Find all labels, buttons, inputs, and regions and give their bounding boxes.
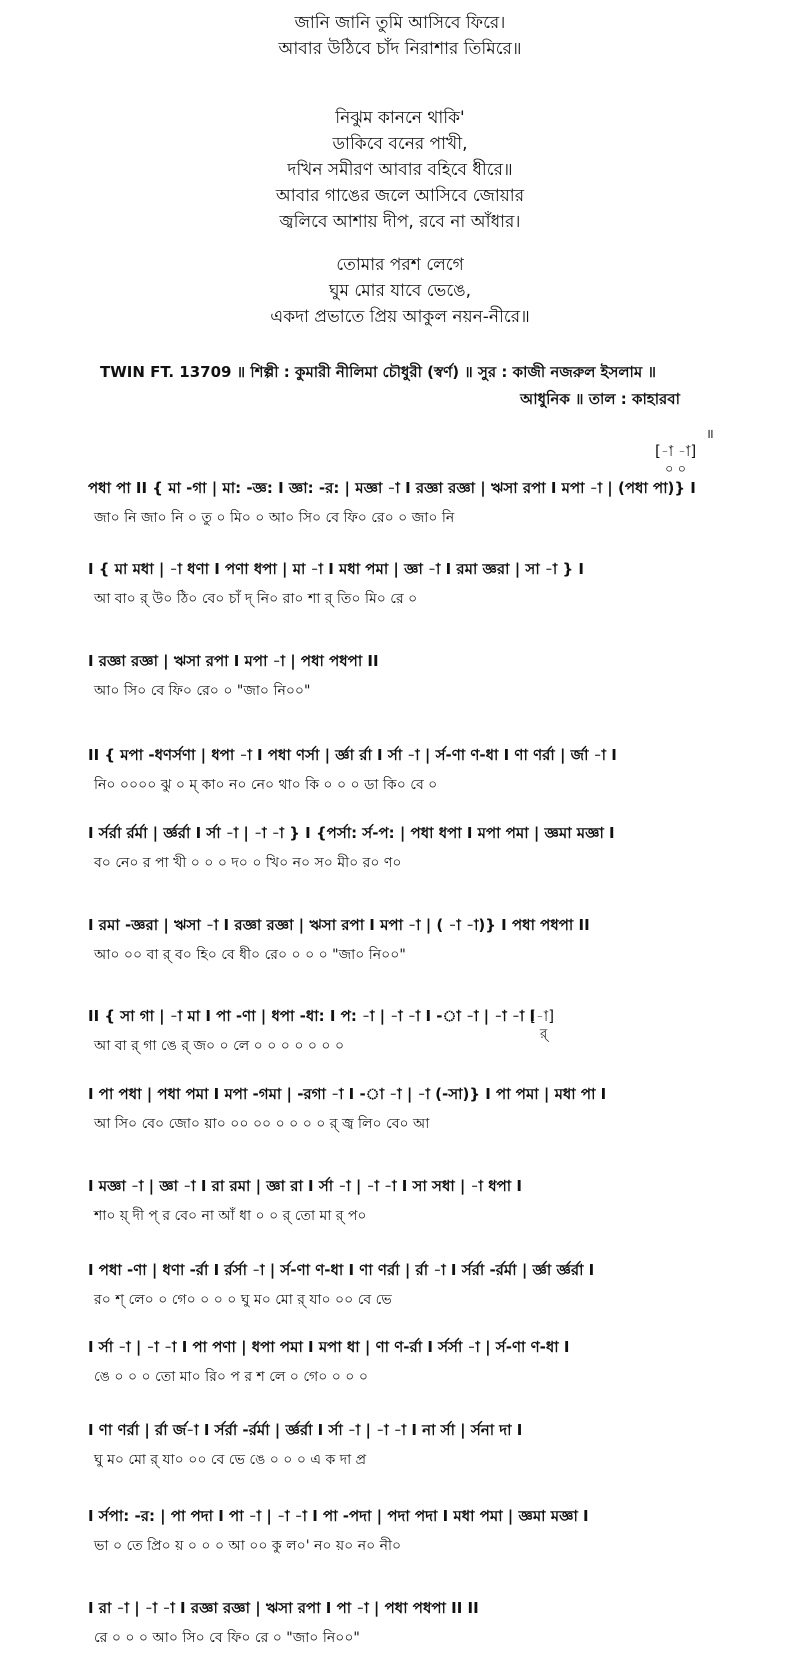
lyric-line: নিঝুম কাননে থাকি' — [335, 108, 465, 128]
notation-row-1 — [88, 477, 778, 530]
notation-line: I পা পধা | পধা পমা I মপা -গমা | -রগা -া I -া -া | -া (-সা)} I পা পমা | মধা পা I — [88, 1085, 607, 1103]
notation-row-4 — [88, 744, 778, 797]
genre-tala: আধুনিক ॥ তাল : কাহারবা — [520, 390, 680, 408]
lyric-line: আবার উঠিবে চাঁদ নিরাশার তিমিরে॥ — [278, 39, 522, 59]
notation-line: I র্সর্রা র্রর্মা | র্জ্ঞর্রা I র্সা -া | -া -া } I {পর্সা: র্স-প: | পধা ধপা I মপা পমা | জ্ঞমা মজ্ঞা I — [88, 824, 615, 842]
syllable-line: শা০ য়্ দী প্ র বে০ না আঁ ধা ০ ০ র্ তো মা র্ প০ — [94, 1208, 367, 1224]
syllable-line: জা০ নি জা০ নি ০ তু ০ মি০ ০ আ০ সি০ বে ফি০ রে০ ০ জা০ নি — [94, 510, 455, 526]
record-info — [100, 361, 760, 413]
notation-row-11 — [88, 1336, 778, 1389]
notation-row-14 — [88, 1597, 778, 1650]
notation-line: I মজ্ঞা -া | জ্ঞা -া I রা রমা | জ্ঞা রা I র্সা -া | -া -া I সা সধা | -া ধপা I — [88, 1177, 522, 1195]
lyric-line: আবার গাঙের জলে আসিবে জোয়ার — [275, 186, 525, 206]
notation-row-10 — [88, 1259, 778, 1312]
lyric-line: দখিন সমীরণ আবার বহিবে ধীরে॥ — [287, 160, 513, 180]
beat-zeros: ০ ০ — [665, 462, 687, 477]
notation-row-12 — [88, 1419, 778, 1472]
bracket-mark: [-া -া] — [655, 442, 697, 460]
notation-row-2 — [88, 558, 778, 611]
syllable-line: ভা ০ তে প্রি০ য় ০ ০ ০ আ ০০ কু ল০' ন০ য়০ ন০ নী০ — [94, 1538, 402, 1554]
notation-line: I র্সা -া | -া -া I পা পণা | ধপা পমা I মপা ধা | ণা ণ-র্রা I র্সর্সা -া | র্স-ণা ণ-ধা I — [88, 1338, 570, 1356]
notation-row-7 — [88, 1005, 778, 1058]
notation-line: II { সা গা | -া মা I পা -ণা | ধপা -ধা: I প: -া | -া -া I -া -া | -া -া I — [88, 1007, 536, 1025]
syllable-line: আ বা র্ গা ঙে র্ জ০ ০ লে ০ ০ ০ ০ ০ ০ ০ — [94, 1038, 345, 1054]
lyric-line: তোমার পরশ লেগে — [336, 255, 464, 275]
syllable-line: আ বা০ র্ উ০ ঠি০ বে০ চাঁ দ্ নি০ রা০ শা র্ তি০ মি০ রে ০ — [94, 591, 418, 607]
notation-row-5 — [88, 822, 778, 875]
lyric-line: জ্বলিবে আশায় দীপ, রবে না আঁধার। — [279, 212, 521, 232]
record-credits: TWIN FT. 13709 ॥ শিল্পী : কুমারী নীলিমা চৌধুরী (স্বর্ণ) ॥ সুর : কাজী নজরুল ইসলাম ॥ — [100, 363, 656, 381]
notation-line: পধা পা II { মা -গা | মা: -জ্ঞ: I জ্ঞা: -র: | মজ্ঞা -া I রজ্ঞা রজ্ঞা | ঋসা রপা I মপা -া | (পধা পা)} I — [88, 479, 696, 497]
syllable-line: ঘু ম০ মো র্ যা০ ০০ বে ভে ঙে ০ ০ ০ এ ক দা প্র — [94, 1452, 367, 1468]
bracket-sub: র্ — [540, 1027, 548, 1042]
notation-line: I পধা -ণা | ধণা -র্রা I র্রর্সা -া | র্স-ণা ণ-ধা I ণা ণর্রা | র্রা -া I র্সর্রা -র্রর্মা | র্জ্ঞা র্জ্ঞর্রা I — [88, 1261, 595, 1279]
lyric-line: জানি জানি তুমি আসিবে ফিরে। — [294, 13, 506, 33]
notation-row-8 — [88, 1083, 778, 1136]
notation-line: II { মপা -ধণর্সণা | ধপা -া I পধা ণর্সা | র্জ্ঞা র্রা I র্সা -া | র্স-ণা ণ-ধা I ণা ণর্রা | র্জা -া I — [88, 746, 617, 764]
notation-line: I রা -া | -া -া I রজ্ঞা রজ্ঞা | ঋসা রপা I পা -া | পধা পধপা II II — [88, 1599, 479, 1617]
notation-line: I রজ্ঞা রজ্ঞা | ঋসা রপা I মপা -া | পধা পধপা II — [88, 652, 379, 670]
lyric-stanza-4 — [0, 252, 800, 330]
notation-row-3 — [88, 650, 778, 703]
syllable-line: আ সি০ বে০ জো০ য়া০ ০০ ০০ ০ ০ ০ ০ র্ জ্ব লি০ বে০ আ — [94, 1116, 430, 1132]
lyric-line: ডাকিবে বনের পাখী, — [332, 134, 468, 154]
syllable-line: র০ শ্ লে০ ০ গে০ ০ ০ ০ ঘু ম০ মো র্ যা০ ০০ বে ভে — [94, 1292, 392, 1308]
double-bar-mark: ॥ — [706, 427, 714, 442]
notation-line: I ণা ণর্রা | র্রা র্জ-া I র্সর্রা -র্রর্মা | র্জ্ঞর্রা I র্সা -া | -া -া I না র্সা | র্সনা দা I — [88, 1421, 523, 1439]
lyric-stanza-1 — [0, 10, 800, 62]
syllable-line: রে ০ ০ ০ আ০ সি০ বে ফি০ রে ০ "জা০ নি০০" — [94, 1630, 360, 1646]
notation-line: I { মা মধা | -া ধণা I পণা ধপা | মা -া I মধা পমা | জ্ঞা -া I রমা জ্ঞরা | সা -া } I — [88, 560, 584, 578]
lyric-line: একদা প্রভাতে প্রিয় আকুল নয়ন-নীরে॥ — [270, 307, 530, 327]
lyric-stanza-3 — [0, 183, 800, 235]
notation-row-6 — [88, 914, 778, 967]
bracket-mark: [-া] — [530, 1007, 555, 1025]
syllable-line: ঙে ০ ০ ০ তো মা০ রি০ প র শ লে ০ গে০ ০ ০ ০ — [94, 1369, 368, 1385]
notation-line: I র্সপা: -র: | পা পদা I পা -া | -া -া I পা -পদা | পদা পদা I মধা পমা | জ্ঞমা মজ্ঞা I — [88, 1507, 589, 1525]
notation-row-9 — [88, 1175, 778, 1228]
syllable-line: ব০ নে০ র পা খী ০ ০ ০ দ০ ০ খি০ ন০ স০ মী০ র০ ণ০ — [94, 855, 402, 871]
notation-row-13 — [88, 1505, 778, 1558]
lyric-line: ঘুম মোর যাবে ভেঙে, — [328, 281, 472, 301]
syllable-line: নি০ ০০০০ ঝু ০ ম্ কা০ ন০ নে০ থা০ কি ০ ০ ০ ডা কি০ বে ০ — [94, 777, 438, 793]
notation-line: I রমা -জ্ঞরা | ঋসা -া I রজ্ঞা রজ্ঞা | ঋসা রপা I মপা -া | ( -া -া)} I পধা পধপা II — [88, 916, 590, 934]
syllable-line: আ০ ০০ বা র্ ব০ হি০ বে ধী০ রে০ ০ ০ ০ "জা০ নি০০" — [94, 947, 406, 963]
syllable-line: আ০ সি০ বে ফি০ রে০ ০ "জা০ নি০০" — [94, 683, 311, 699]
lyric-stanza-2 — [0, 105, 800, 183]
